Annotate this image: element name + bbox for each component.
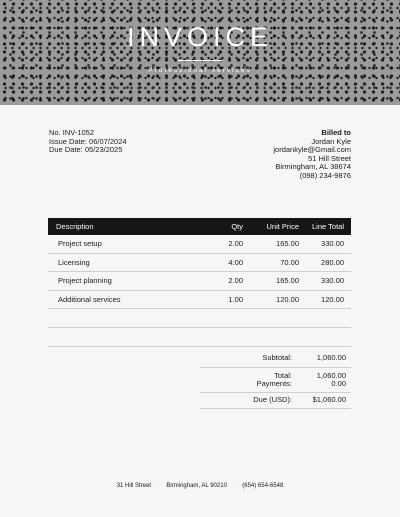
table-row — [48, 235, 351, 254]
row-unit-price: 165.00 — [276, 239, 299, 249]
row-line-total: 330.00 — [321, 276, 344, 286]
client-name: Jordan Kyle — [311, 136, 351, 146]
billed-to-label: Billed to — [321, 128, 351, 137]
subtotal-label: Subtotal: — [262, 353, 292, 362]
subtotal-line — [200, 354, 351, 363]
invoice-meta — [49, 129, 127, 155]
row-qty: 2.00 — [228, 239, 243, 249]
invoice-subtitle: Professional services — [148, 67, 252, 74]
due-line — [200, 396, 351, 405]
invoice-number: No. INV-1052 — [49, 128, 95, 137]
totals-block — [200, 354, 351, 409]
due-value: $1,060.00 — [312, 394, 346, 404]
invoice-header-banner — [0, 0, 400, 105]
header-unit-price: Unit Price — [266, 222, 299, 231]
header-line-total: Line Total — [312, 222, 344, 231]
invoice-title: INVOICE — [126, 22, 274, 52]
row-unit-price: 70.00 — [280, 257, 299, 267]
row-unit-price: 120.00 — [276, 295, 299, 305]
row-line-total: 330.00 — [321, 239, 344, 249]
header-qty: Qty — [231, 222, 243, 231]
footer-street: 31 Hill Street — [116, 483, 152, 489]
issue-date: Issue Date: 06/07/2024 — [49, 136, 127, 146]
table-row — [48, 272, 351, 291]
due-date: Due Date: 05/23/2025 — [49, 145, 123, 155]
row-description: Project setup — [58, 239, 102, 249]
row-description: Additional services — [58, 295, 121, 305]
header-description: Description — [56, 222, 94, 231]
footer-separator: · — [157, 483, 160, 489]
due-block — [200, 393, 351, 410]
row-qty: 2.00 — [228, 276, 243, 286]
client-phone: (098) 234-9876 — [299, 170, 351, 180]
title-divider — [178, 60, 222, 61]
row-line-total: 280.00 — [321, 257, 344, 267]
row-qty: 1.00 — [228, 295, 243, 305]
row-line-total: 120.00 — [321, 295, 344, 305]
client-street: 51 Hill Street — [308, 153, 351, 163]
footer-contact — [0, 483, 400, 489]
client-city: Birmingham, AL 38674 — [275, 162, 351, 172]
row-unit-price: 165.00 — [276, 276, 299, 286]
due-label: Due (USD): — [253, 394, 292, 404]
table-row — [48, 291, 351, 310]
payments-value: 0.00 — [331, 379, 346, 389]
billed-to-block — [273, 129, 351, 181]
payments-line — [200, 380, 351, 389]
line-items-table — [48, 218, 351, 347]
payments-label: Payments: — [256, 379, 292, 389]
total-payments-block — [200, 368, 351, 393]
row-qty: 4:00 — [228, 257, 243, 267]
total-value: 1,060.00 — [316, 370, 346, 380]
row-description: Project planning — [58, 276, 112, 286]
client-email: jordankyle@Gmail.com — [273, 145, 351, 155]
table-header-row — [48, 218, 351, 235]
row-description: Licensing — [58, 257, 90, 267]
footer-phone: (654) 654-6548 — [242, 483, 284, 489]
table-row-empty — [48, 328, 351, 347]
subtotal-block — [200, 354, 351, 368]
subtotal-value: 1,060.00 — [316, 353, 346, 362]
table-row — [48, 254, 351, 273]
table-row-empty — [48, 309, 351, 328]
footer-separator: · — [233, 483, 236, 489]
footer-city: Birmingham, AL 90210 — [166, 483, 227, 489]
total-label: Total: — [274, 370, 292, 380]
